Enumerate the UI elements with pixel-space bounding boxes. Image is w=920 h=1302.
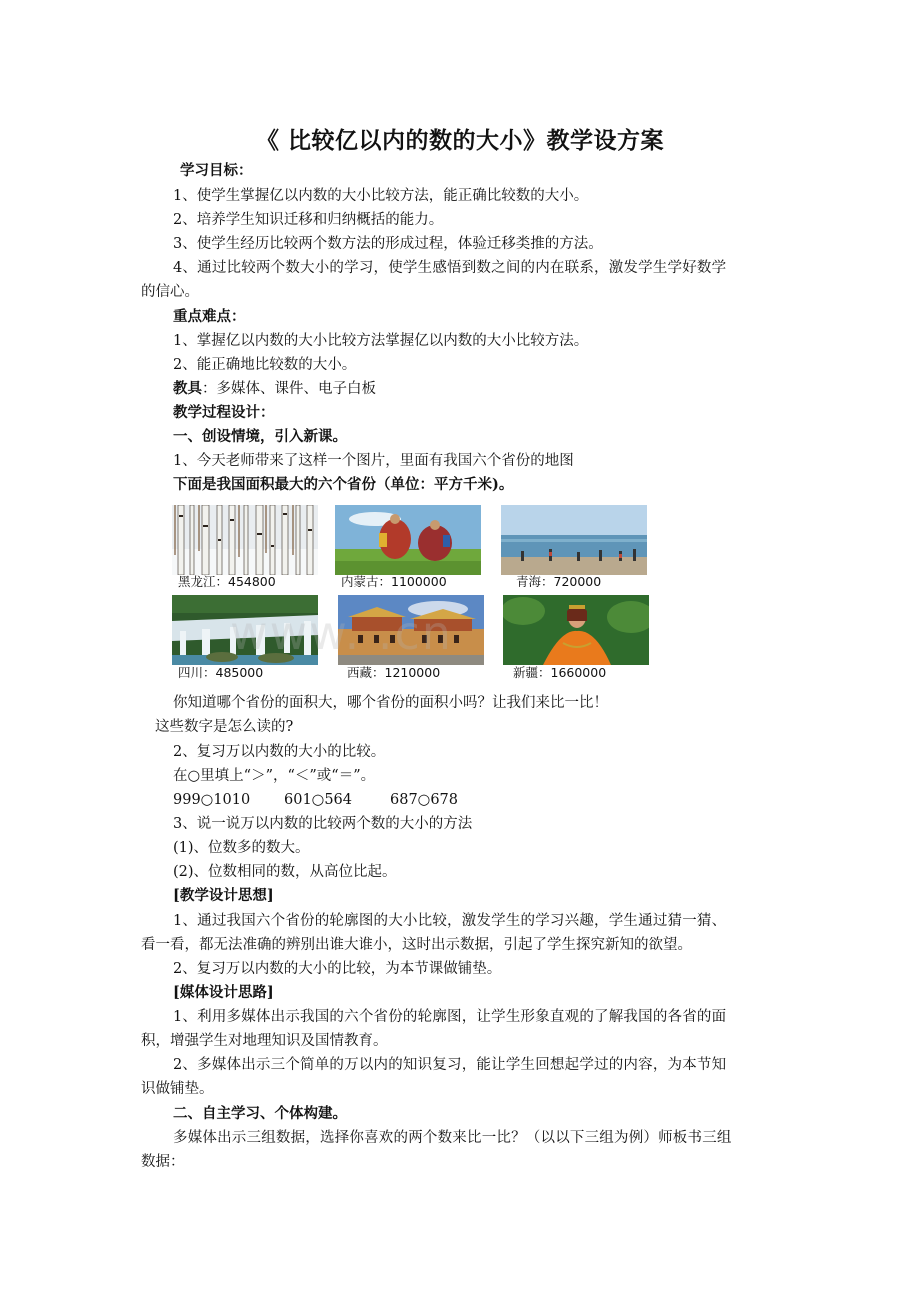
goal-1: 1、使学生掌握亿以内数的大小比较方法，能正确比较数的大小。 bbox=[173, 188, 589, 204]
provinces-intro: 下面是我国面积最大的六个省份（单位：平方千米)。 bbox=[173, 476, 514, 493]
document-title: 《 比较亿以内的数的大小》教学设方案 bbox=[255, 128, 664, 154]
rule-1: (1)、位数多的数大。 bbox=[173, 840, 310, 856]
qinghai-caption: 青海：720000 bbox=[516, 574, 602, 589]
comparison-2: 601○564 bbox=[284, 792, 353, 808]
media-2b: 识做铺垫。 bbox=[141, 1081, 214, 1097]
section1-line1: 1、今天老师带来了这样一个图片，里面有我国六个省份的地图 bbox=[173, 453, 574, 469]
section2-line-a: 多媒体出示三组数据，选择你喜欢的两个数来比一比？（以以下三组为例）师板书三组 bbox=[173, 1130, 732, 1146]
tools-line bbox=[173, 380, 376, 398]
goal-4: 4、通过比较两个数大小的学习，使学生感悟到数之间的内在联系，激发学生学好数学 bbox=[173, 260, 727, 276]
review-line: 2、复习万以内数的大小的比较。 bbox=[173, 744, 386, 760]
design-1b: 看一看，都无法准确的辨别出谁大谁小，这时出示数据，引起了学生探究新知的欲望。 bbox=[141, 937, 692, 953]
xinjiang-caption: 新疆：1660000 bbox=[513, 665, 607, 680]
process-heading: 教学过程设计： bbox=[173, 404, 275, 421]
design-1a: 1、通过我国六个省份的轮廓图的大小比较，激发学生的学习兴趣，学生通过猜一猜、 bbox=[173, 913, 727, 929]
inner-mongolia-caption: 内蒙古：1100000 bbox=[341, 574, 447, 589]
media-2a: 2、多媒体出示三个简单的万以内的知识复习，能让学生回想起学过的内容，为本节知 bbox=[173, 1057, 727, 1073]
comparison-1: 999○1010 bbox=[173, 792, 251, 808]
fill-instruction: 在○里填上“＞”，“＜”或“＝”。 bbox=[173, 768, 376, 784]
inner-mongolia-photo bbox=[335, 505, 481, 575]
media-1b: 积，增强学生对地理知识及国情教育。 bbox=[141, 1033, 388, 1049]
section2-line-b: 数据： bbox=[141, 1154, 185, 1170]
media-heading: [媒体设计思路] bbox=[173, 984, 274, 1001]
design-heading: [教学设计思想] bbox=[173, 887, 274, 904]
key-point-1: 1、掌握亿以内数的大小比较方法掌握亿以内数的大小比较方法。 bbox=[173, 333, 589, 349]
heilongjiang-photo bbox=[172, 505, 318, 575]
method-line: 3、说一说万以内数的比较两个数的大小的方法 bbox=[173, 816, 473, 832]
goal-3: 3、使学生经历比较两个数方法的形成过程，体验迁移类推的方法。 bbox=[173, 236, 603, 252]
goal-4-continued: 的信心。 bbox=[141, 284, 199, 300]
goals-heading: 学习目标： bbox=[180, 162, 253, 179]
question-2: 这些数字是怎么读的? bbox=[155, 719, 294, 735]
qinghai-photo bbox=[501, 505, 647, 575]
section2-heading: 二、自主学习、个体构建。 bbox=[173, 1105, 347, 1122]
section1-heading: 一、创设情境，引入新课。 bbox=[173, 428, 347, 445]
comparison-3: 687○678 bbox=[390, 792, 459, 808]
watermark-text: www. .cn bbox=[230, 606, 453, 660]
key-point-2: 2、能正确地比较数的大小。 bbox=[173, 357, 357, 373]
rule-2: (2)、位数相同的数，从高位比起。 bbox=[173, 864, 397, 880]
sichuan-caption: 四川：485000 bbox=[178, 665, 264, 680]
media-1a: 1、利用多媒体出示我国的六个省份的轮廓图，让学生形象直观的了解我国的各省的面 bbox=[173, 1009, 727, 1025]
heilongjiang-caption: 黑龙江：454800 bbox=[178, 574, 276, 589]
goal-2: 2、培养学生知识迁移和归纳概括的能力。 bbox=[173, 212, 444, 228]
key-points-heading: 重点难点： bbox=[173, 308, 246, 325]
tools-label: 教具 bbox=[173, 380, 202, 397]
question-1: 你知道哪个省份的面积大，哪个省份的面积小吗？让我们来比一比！ bbox=[173, 695, 608, 711]
tibet-caption: 西藏：1210000 bbox=[347, 665, 441, 680]
xinjiang-photo bbox=[503, 595, 649, 665]
tools-text: ：多媒体、课件、电子白板 bbox=[202, 381, 376, 397]
design-2: 2、复习万以内数的大小的比较，为本节课做铺垫。 bbox=[173, 961, 502, 977]
